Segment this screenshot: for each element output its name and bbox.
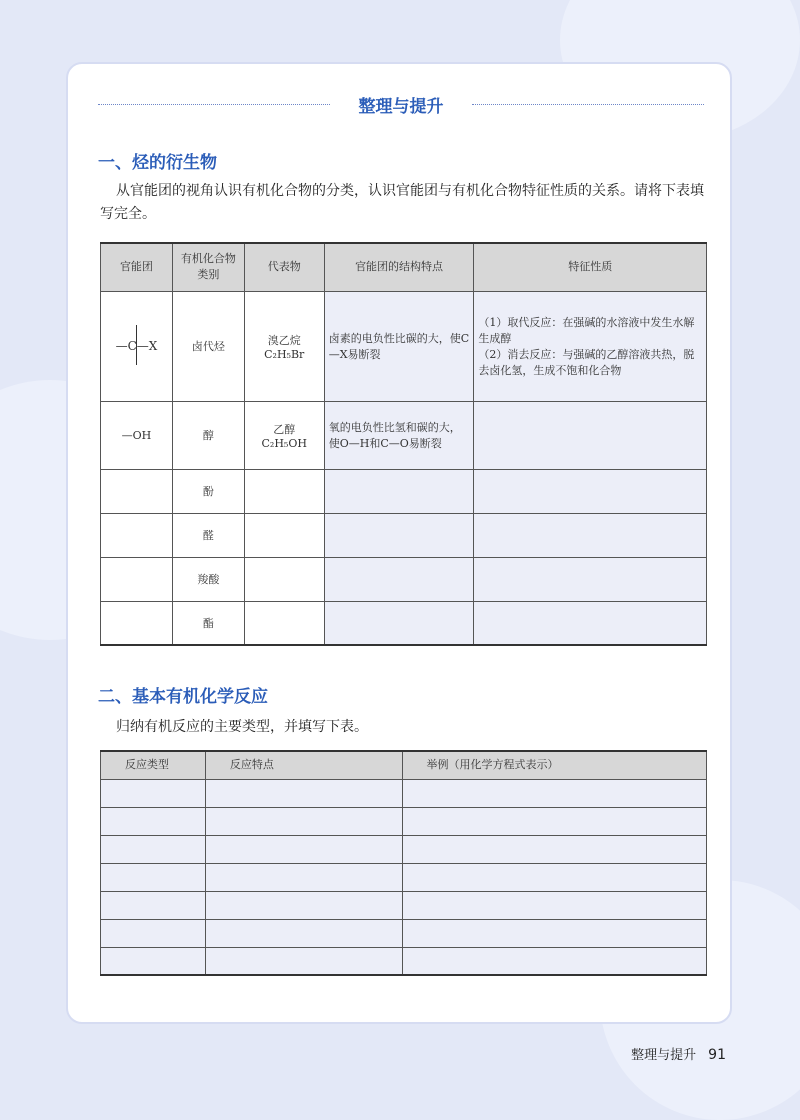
table-row [101, 779, 707, 807]
header-divider-right [472, 104, 704, 105]
bond-line [136, 325, 137, 365]
table-cell [205, 947, 402, 975]
table-cell [205, 779, 402, 807]
table-row [101, 891, 707, 919]
halide-structure: —C—X [116, 339, 158, 353]
representative-cell: 溴乙烷 C₂H₅Br [244, 291, 324, 401]
structure-cell: 氧的电负性比氢和碳的大，使O—H和C—O易断裂 [324, 401, 474, 469]
table-row [101, 947, 707, 975]
representative-cell [244, 469, 324, 513]
table-row [101, 291, 707, 401]
table-cell [101, 891, 206, 919]
table-cell [205, 863, 402, 891]
column-header: 举例（用化学方程式表示） [402, 751, 706, 779]
footer-label: 整理与提升 [631, 1048, 697, 1063]
table-cell [402, 807, 706, 835]
table-row [101, 863, 707, 891]
table-row [101, 601, 707, 645]
table-cell [205, 891, 402, 919]
table-cell [402, 947, 706, 975]
column-header: 反应特点 [205, 751, 402, 779]
property-cell [474, 601, 707, 645]
table-cell [205, 807, 402, 835]
page-number: 91 [708, 1047, 726, 1063]
table-row [101, 807, 707, 835]
representative-cell [244, 513, 324, 557]
table-row [101, 919, 707, 947]
table-row [101, 513, 707, 557]
functional-group-cell [101, 601, 173, 645]
section2-title: 二、基本有机化学反应 [98, 687, 268, 707]
column-header: 有机化合物类别 [172, 243, 244, 291]
property-cell [474, 469, 707, 513]
section1-title: 一、烃的衍生物 [98, 153, 217, 173]
reactions-table [100, 750, 707, 976]
functional-group-cell [101, 557, 173, 601]
table-row [101, 557, 707, 601]
category-cell: 羧酸 [172, 557, 244, 601]
column-header: 官能团的结构特点 [324, 243, 474, 291]
structure-cell [324, 469, 474, 513]
table-row [101, 469, 707, 513]
section2-intro: 归纳有机反应的主要类型，并填写下表。 [116, 719, 368, 735]
table-cell [101, 779, 206, 807]
table-cell [402, 779, 706, 807]
column-header: 特征性质 [474, 243, 707, 291]
table-cell [101, 919, 206, 947]
category-cell: 卤代烃 [172, 291, 244, 401]
functional-group-cell [101, 291, 173, 401]
table-cell [101, 863, 206, 891]
property-cell [474, 557, 707, 601]
column-header: 反应类型 [101, 751, 206, 779]
column-header: 代表物 [244, 243, 324, 291]
table-cell [402, 919, 706, 947]
table-cell [101, 947, 206, 975]
category-cell: 醛 [172, 513, 244, 557]
representative-cell [244, 601, 324, 645]
content-card [66, 62, 732, 1024]
table-cell [205, 919, 402, 947]
structure-cell: 卤素的电负性比碳的大，使C—X易断裂 [324, 291, 474, 401]
page-title: 整理与提升 [358, 97, 444, 117]
table-row [101, 401, 707, 469]
table-cell [402, 891, 706, 919]
property-cell [474, 401, 707, 469]
table-row [101, 835, 707, 863]
page-footer [631, 1044, 726, 1063]
table-header-row [101, 243, 707, 291]
functional-group-cell: —OH [101, 401, 173, 469]
category-cell: 醇 [172, 401, 244, 469]
functional-group-cell [101, 469, 173, 513]
table-cell [402, 835, 706, 863]
page-header [98, 92, 704, 116]
section1-intro: 从官能团的视角认识有机化合物的分类，认识官能团与有机化合物特征性质的关系。请将下表填写完全。 [100, 183, 704, 222]
functional-group-cell [101, 513, 173, 557]
header-divider-left [98, 104, 330, 105]
property-cell [474, 513, 707, 557]
table-cell [101, 807, 206, 835]
table-cell [205, 835, 402, 863]
category-cell: 酯 [172, 601, 244, 645]
column-header: 官能团 [101, 243, 173, 291]
table-cell [101, 835, 206, 863]
structure-cell [324, 557, 474, 601]
category-cell: 酚 [172, 469, 244, 513]
structure-cell [324, 601, 474, 645]
derivatives-table [100, 242, 707, 646]
representative-cell [244, 557, 324, 601]
structure-cell [324, 513, 474, 557]
property-cell: （1）取代反应：在强碱的水溶液中发生水解生成醇 （2）消去反应：与强碱的乙醇溶液共热，脱去卤化氢，生成不饱和化合物 [474, 291, 707, 401]
table-header-row [101, 751, 707, 779]
table-cell [402, 863, 706, 891]
representative-cell: 乙醇 C₂H₅OH [244, 401, 324, 469]
